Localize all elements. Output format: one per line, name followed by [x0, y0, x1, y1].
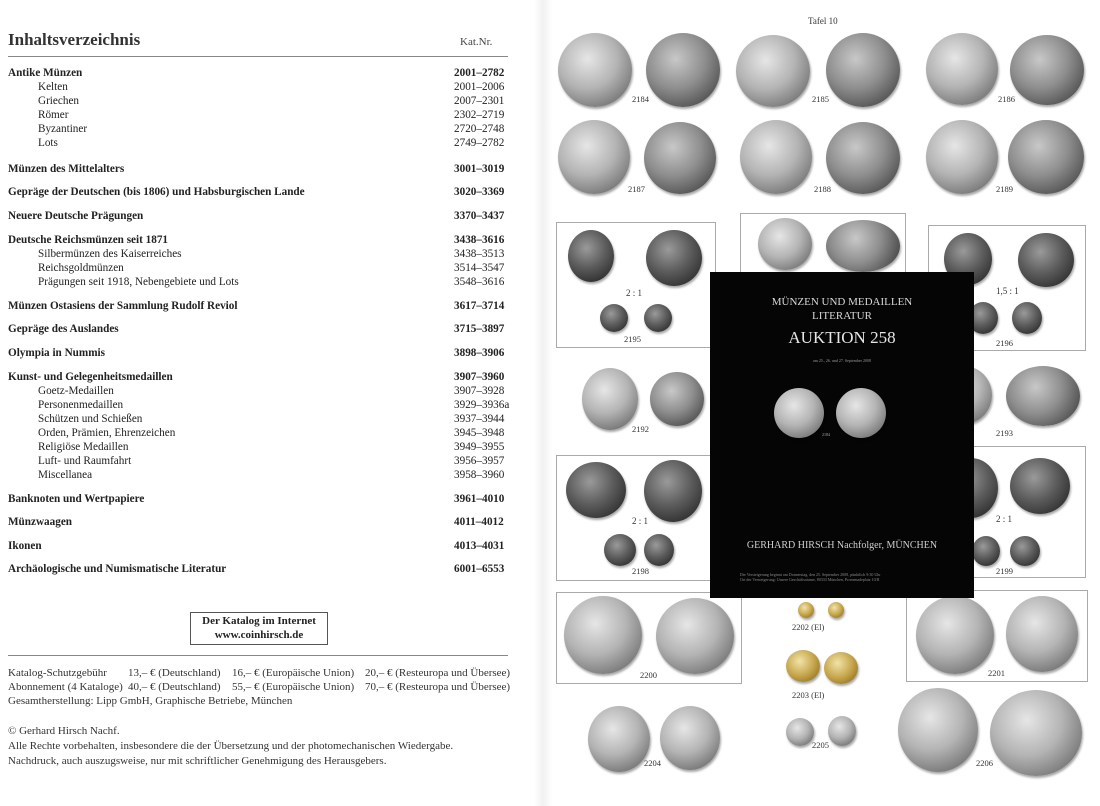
fee-germany: 13,– € (Deutschland): [128, 667, 221, 679]
toc-range: 2749–2782: [454, 137, 505, 149]
toc-range: 3548–3616: [454, 276, 505, 288]
toc-range: 3937–3944: [454, 413, 505, 425]
toc-subsection-row: [8, 440, 508, 454]
toc-label: Schützen und Schießen: [38, 413, 143, 425]
toc-range: 4011–4012: [454, 516, 504, 528]
toc-label: Reichsgoldmünzen: [38, 262, 124, 274]
toc-section-row: [8, 562, 508, 576]
coin-image: [1006, 366, 1080, 426]
scale-ratio: 2 : 1: [996, 514, 1013, 524]
toc-label: Personenmedaillen: [38, 399, 124, 411]
fees-divider: [8, 655, 508, 656]
coin-image: [588, 706, 650, 772]
coin-image: [1006, 596, 1078, 672]
coin-label: 2204: [644, 758, 661, 768]
toc-label: Banknoten und Wertpapiere: [8, 493, 145, 505]
toc-label: Orden, Prämien, Ehrenzeichen: [38, 427, 176, 439]
coin-image: [650, 372, 704, 426]
toc-label: Gepräge des Auslandes: [8, 323, 119, 335]
toc-label: Miscellanea: [38, 469, 93, 481]
fee-rest: 20,– € (Resteuropa und Übersee): [365, 667, 511, 679]
toc-section-row: [8, 539, 508, 553]
page-title: Inhaltsverzeichnis: [8, 30, 141, 49]
scale-ratio: 1,5 : 1: [996, 286, 1019, 296]
cover-coin-reverse: [836, 388, 886, 438]
toc-label: Münzwaagen: [8, 516, 73, 528]
coin-image: [582, 368, 638, 430]
toc-range: 2720–2748: [454, 123, 505, 135]
toc-label: Neuere Deutsche Prägungen: [8, 210, 144, 222]
toc-range: 3949–3955: [454, 441, 505, 453]
toc-subsection-row: [8, 454, 508, 468]
toc-subsection-row: [8, 94, 508, 108]
toc-range: 3617–3714: [454, 300, 505, 312]
coin-image: [656, 598, 734, 674]
toc-label: Religiöse Medaillen: [38, 441, 129, 453]
toc-range: 2001–2782: [454, 67, 505, 79]
coin-image: [644, 304, 672, 332]
toc-section-row: [8, 299, 508, 313]
toc-subsection-row: [8, 122, 508, 136]
toc-section-row: [8, 185, 508, 199]
toc-subsection-row: [8, 398, 508, 412]
coin-label: 2196: [996, 338, 1013, 348]
copyright-notice: [8, 724, 453, 769]
coin-label: 2187: [628, 184, 645, 194]
toc-section-row: [8, 162, 508, 176]
coin-image: [660, 706, 720, 770]
fee-label: Katalog-Schutzgebühr: [8, 667, 107, 679]
coin-label: 2206: [976, 758, 993, 768]
copyright-line: © Gerhard Hirsch Nachf.: [8, 725, 120, 737]
cover-dates: am 25., 26. und 27. September 2008: [813, 358, 871, 363]
toc-subsection-row: [8, 136, 508, 150]
toc-range: 4013–4031: [454, 540, 505, 552]
plate-title: Tafel 10: [808, 16, 838, 26]
coin-label: 2184: [632, 94, 649, 104]
coin-image: [740, 120, 812, 194]
reprint-line: Nachdruck, auch auszugsweise, nur mit schriftlicher Genehmigung des Herausgebers.: [8, 755, 387, 767]
coin-image: [1008, 120, 1084, 194]
toc-range: 2001–2006: [454, 81, 505, 93]
coin-image: [646, 230, 702, 286]
toc-section-row: [8, 66, 508, 80]
toc-range: 3020–3369: [454, 186, 505, 198]
toc-label: Byzantiner: [38, 123, 88, 135]
toc-range: 3001–3019: [454, 163, 505, 175]
cover-coin-label: 2184: [822, 432, 830, 437]
coin-image: [972, 536, 1000, 566]
toc-range: 3514–3547: [454, 262, 505, 274]
toc-section-row: [8, 346, 508, 360]
coin-image: [1010, 536, 1040, 566]
coin-label: 2198: [632, 566, 649, 576]
cover-fine-print: Die Versteigerung beginnt am Donnerstag, den 25. September 2008, pünktlich 9:30 Uhr Ort der Versteigerung: Unsere Geschäftsräume, 80333 München, Promenadeplatz 10/II: [740, 572, 881, 582]
toc-range: 3438–3513: [454, 248, 505, 260]
fee-germany: 40,– € (Deutschland): [128, 681, 221, 693]
toc-range: 3929–3936a: [454, 399, 510, 411]
coin-label: 2186: [998, 94, 1015, 104]
toc-subsection-row: [8, 261, 508, 275]
header-divider: [8, 56, 508, 57]
internet-catalog-box: [190, 612, 328, 645]
toc-subsection-row: [8, 275, 508, 289]
coin-image: [1018, 233, 1074, 287]
coin-image: [568, 230, 614, 282]
toc-label: Münzen des Mittelalters: [8, 163, 125, 175]
coin-image: [1012, 302, 1042, 334]
toc-range: 3438–3616: [454, 234, 505, 246]
toc-subsection-row: [8, 468, 508, 482]
coin-image: [1010, 35, 1084, 105]
coin-image: [798, 602, 814, 618]
coin-label: 2202 (El): [792, 622, 825, 632]
coin-label: 2189: [996, 184, 1013, 194]
toc-label: Römer: [38, 109, 69, 121]
coin-image: [646, 33, 720, 107]
toc-subsection-row: [8, 384, 508, 398]
toc-label: Münzen Ostasiens der Sammlung Rudolf Reviol: [8, 300, 238, 312]
toc-subsection-row: [8, 426, 508, 440]
toc-label: Gepräge der Deutschen (bis 1806) und Habsburgischen Lande: [8, 186, 305, 198]
toc-label: Lots: [38, 137, 58, 149]
coin-image: [644, 534, 674, 566]
left-page: Inhaltsverzeichnis Kat.Nr. Antike Münzen 2001–2782 Kelten 2001–2006 Griechen 2007–2301 Römer 2302–2719 Byzantiner 2720–2748 Lots 2749–2782 Münzen des Mittelalters 3001–3019 Gepräge der Deutschen (bis 1806) und Habsburgischen Lande 3020–3369 Neuere Deutsche Prägungen 3370–3437 Deutsche Reichsmünzen seit 1871 3438–3616 Silbermünzen des Kaiserreiches 3438–3513 Reichsgoldmünzen 3514–3547 Prägungen seit 1918, Nebengebiete und Lots 3548–3616 Münzen Ostasiens der Sammlung Rudolf Reviol 3617–3714 Gepräge des Auslandes 3715–3897 Olympia in Nummis 3898–3906 Kunst- und Gelegenheitsmedaillen 3907–3960 Goetz-Medaillen 3907–3928 Personenmedaillen 3929–3936a Schützen und Schießen 3937–3944 Orden, Prämien, Ehrenzeichen 3945–3948 Religiöse Medaillen 3949–3955 Luft- und Raumfahrt 3956–3957 Miscellanea 3958–3960 Banknoten und Wertpapiere 3961–4010 Münzwaagen 4011–4012 Ikonen 4013–4031 Archäologische und Numismatische Literatur 6001–6553 Der Katalog im Internet www.coinhirsch.de Katalog-Schutzgebühr 13,– € (Deutschland) 16,– € (Europäische Union) 20,– € (Resteuropa und Übersee) Abonnement (4 Kataloge) 40,– € (Deutschland) 55,– € (Europäische Union) 70,– € (Resteuropa und Übersee) Gesamtherstellung: Lipp GmbH, Graphische Betriebe, München © Gerhard Hirsch Nachf. Alle Rechte vorbehalten, insbesondere die der Übersetzung und der photomechanischen Wiedergabe. Nachdruck, auch auszugsweise, nur mit schriftlicher Genehmigung des Herausgebers.: [8, 30, 511, 767]
toc-label: Archäologische und Numismatische Literatur: [8, 563, 227, 575]
coin-image: [644, 122, 716, 194]
toc-section-row: [8, 370, 508, 384]
toc-range: 3945–3948: [454, 427, 505, 439]
coin-image: [1010, 458, 1070, 514]
scale-ratio: 2 : 1: [626, 288, 643, 298]
toc-range: 3898–3906: [454, 347, 505, 359]
coin-label: 2201: [988, 668, 1005, 678]
toc-label: Goetz-Medaillen: [38, 385, 114, 397]
coin-image: [826, 220, 900, 272]
scale-ratio: 2 : 1: [632, 516, 649, 526]
toc-range: 6001–6553: [454, 563, 505, 575]
cover-publisher: GERHARD HIRSCH Nachfolger, MÜNCHEN: [746, 540, 938, 551]
website-link[interactable]: www.coinhirsch.de: [214, 629, 304, 641]
coin-image: [826, 122, 900, 194]
toc-subsection-row: [8, 247, 508, 261]
toc-section-row: [8, 492, 508, 506]
toc-section-row: [8, 322, 508, 336]
toc-range: 3715–3897: [454, 323, 505, 335]
book-fold: [534, 0, 552, 806]
cover-coin-obverse: [774, 388, 824, 438]
toc-range: 2007–2301: [454, 95, 505, 107]
coin-image: [564, 596, 642, 674]
coin-image: [786, 718, 814, 746]
coin-image: [558, 120, 630, 194]
coin-image: [824, 652, 858, 684]
catalog-number-header: Kat.Nr.: [460, 36, 493, 48]
rights-line: Alle Rechte vorbehalten, insbesondere die der Übersetzung und der photomechanischen Wiedergabe.: [8, 740, 454, 752]
coin-image: [558, 33, 632, 107]
coin-image: [828, 602, 844, 618]
coin-label: 2195: [624, 334, 641, 344]
cover-auction-title: AUKTION 258: [788, 328, 896, 347]
toc-section-row: [8, 515, 508, 529]
coin-image: [786, 650, 820, 682]
coin-label: 2205: [812, 740, 829, 750]
toc-label: Antike Münzen: [8, 67, 83, 79]
coin-image: [604, 534, 636, 566]
auction-catalog-cover: [710, 272, 974, 598]
coin-label: 2192: [632, 424, 649, 434]
toc-subsection-row: [8, 108, 508, 122]
coin-image: [990, 690, 1082, 776]
coin-image: [898, 688, 978, 772]
toc-subsection-row: [8, 412, 508, 426]
coin-image: [926, 120, 998, 194]
toc-range: 3958–3960: [454, 469, 505, 481]
toc-label: Olympia in Nummis: [8, 347, 105, 359]
toc-range: 3370–3437: [454, 210, 505, 222]
toc-range: 2302–2719: [454, 109, 505, 121]
internet-catalog-title: Der Katalog im Internet: [202, 615, 316, 627]
coin-label: 2193: [996, 428, 1013, 438]
fee-rest: 70,– € (Resteuropa und Übersee): [365, 681, 511, 693]
toc-label: Ikonen: [8, 540, 42, 552]
toc-label: Kelten: [38, 81, 68, 93]
coin-image: [736, 35, 810, 107]
coin-label: 2200: [640, 670, 657, 680]
coin-label: 2188: [814, 184, 831, 194]
toc-label: Silbermünzen des Kaiserreiches: [38, 248, 182, 260]
toc-label: Kunst- und Gelegenheitsmedaillen: [8, 371, 173, 383]
fee-eu: 16,– € (Europäische Union): [232, 667, 355, 679]
coin-label: 2199: [996, 566, 1013, 576]
coin-image: [916, 596, 994, 674]
coin-image: [828, 716, 856, 746]
toc-range: 3961–4010: [454, 493, 505, 505]
toc-range: 3956–3957: [454, 455, 505, 467]
coin-label: 2203 (El): [792, 690, 825, 700]
coin-image: [826, 33, 900, 107]
toc-label: Prägungen seit 1918, Nebengebiete und Lots: [38, 276, 239, 288]
coin-image: [566, 462, 626, 518]
toc-label: Luft- und Raumfahrt: [38, 455, 132, 467]
coin-image: [644, 460, 702, 522]
toc-label: Deutsche Reichsmünzen seit 1871: [8, 234, 169, 246]
coin-image: [758, 218, 812, 270]
toc-subsection-row: [8, 80, 508, 94]
coin-image: [926, 33, 998, 105]
cover-title-line1: MÜNZEN UND MEDAILLEN: [771, 296, 913, 308]
toc-section-row: [8, 209, 508, 223]
toc-range: 3907–3928: [454, 385, 505, 397]
coin-label: 2185: [812, 94, 829, 104]
fee-label: Abonnement (4 Kataloge): [8, 681, 123, 693]
fee-eu: 55,– € (Europäische Union): [232, 681, 355, 693]
cover-title-line2: LITERATUR: [812, 310, 872, 322]
toc-section-row: [8, 233, 508, 247]
toc-range: 3907–3960: [454, 371, 505, 383]
toc-label: Griechen: [38, 95, 79, 107]
coin-image: [600, 304, 628, 332]
